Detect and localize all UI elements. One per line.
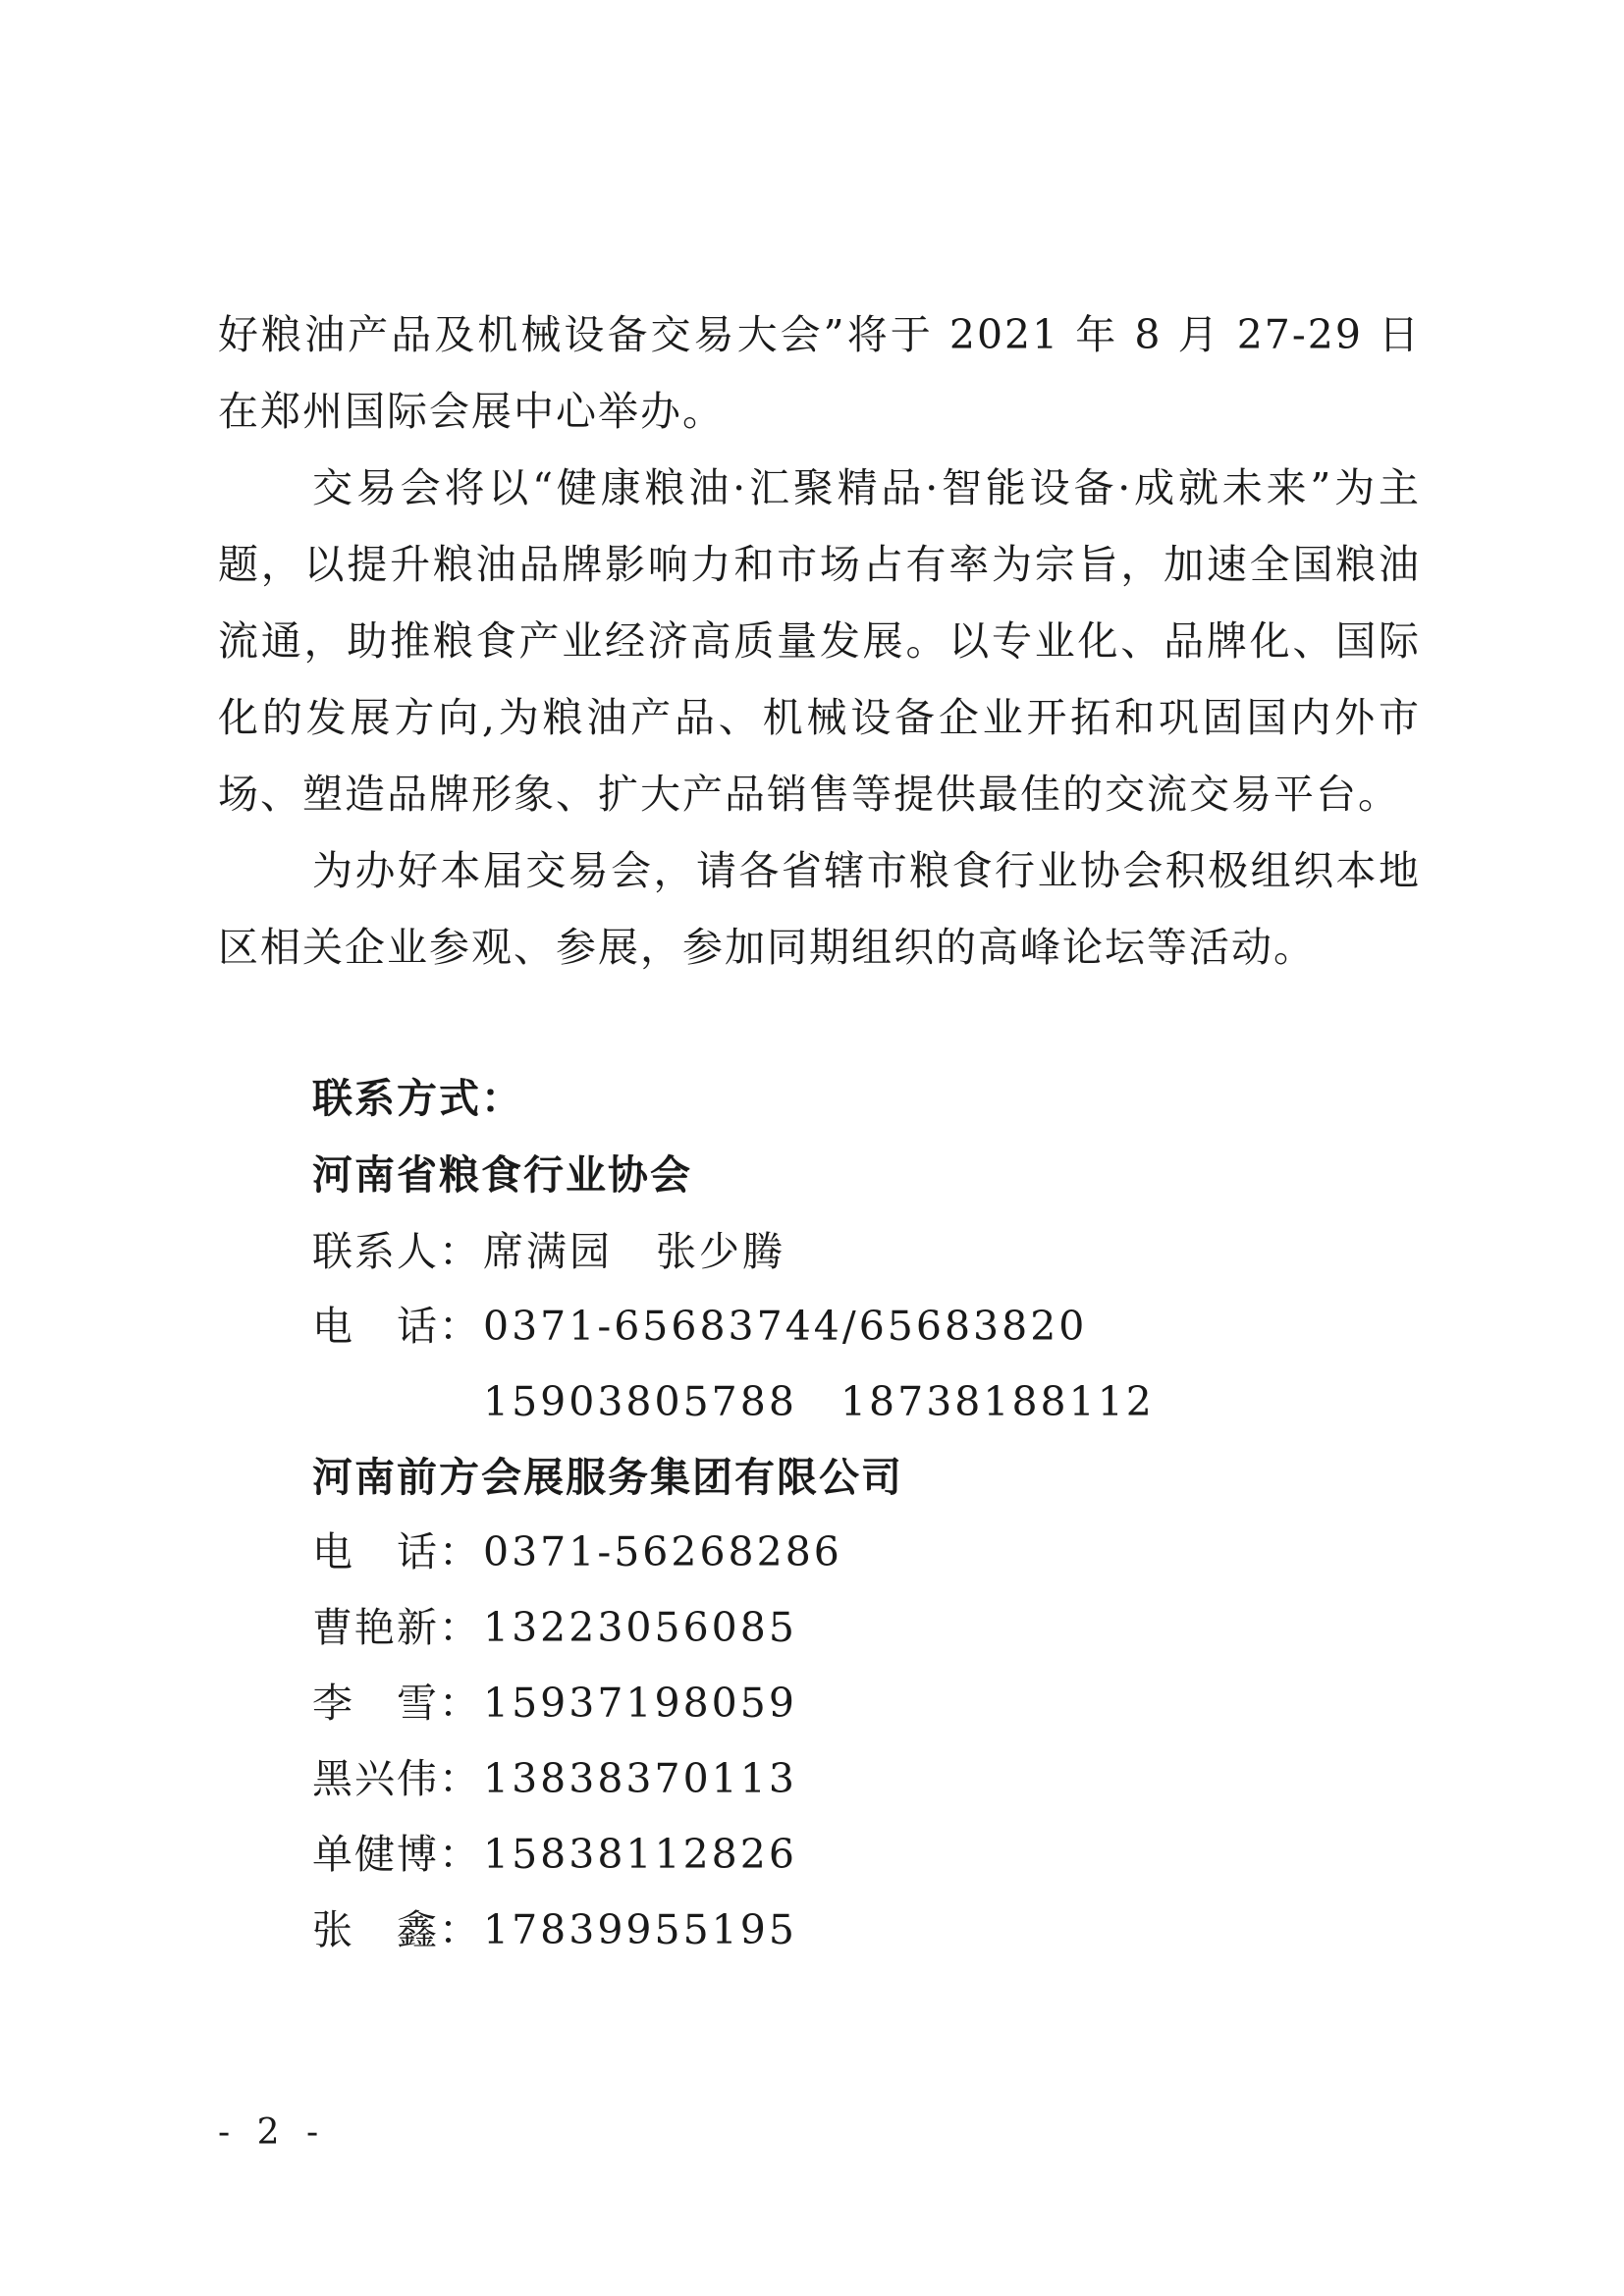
phone-row-org2	[312, 1527, 842, 1576]
person-name: 黑兴伟：	[312, 1755, 481, 1802]
paragraph-organize-request: 为办好本届交易会，请各省辖市粮食行业协会积极组织本地区相关企业参观、参展，参加同期组织的高峰论坛等活动。	[218, 847, 1421, 971]
body-text	[218, 296, 1421, 986]
person-name: 曹艳新：	[312, 1604, 481, 1651]
contact-heading: 联系方式：	[312, 1075, 523, 1122]
contact-person-row	[312, 1905, 797, 1954]
person-phone: 17839955195	[483, 1906, 797, 1953]
person-name: 张 鑫：	[312, 1906, 481, 1953]
org-name-exhibition-group: 河南前方会展服务集团有限公司	[312, 1454, 903, 1501]
phone-label: 电 话：	[312, 1528, 481, 1575]
phone-label: 电 话：	[312, 1303, 481, 1350]
person-phone: 15838112826	[483, 1831, 797, 1878]
person-phone: 15937198059	[483, 1680, 797, 1727]
phone-value: 0371-56268286	[483, 1528, 842, 1575]
contact-persons-row	[312, 1227, 785, 1276]
phone-row-org1-mobile	[483, 1377, 1155, 1426]
paragraph-intro-continuation: 好粮油产品及机械设备交易大会”将于 2021 年 8 月 27-29 日在郑州国际会展中心举办。	[218, 311, 1421, 435]
person-name: 单健博：	[312, 1831, 481, 1878]
phone-row-org1	[312, 1302, 1087, 1351]
org-name-grain-association: 河南省粮食行业协会	[312, 1151, 692, 1199]
page-number: - 2 -	[218, 2112, 327, 2153]
contact-person-row	[312, 1603, 797, 1652]
paragraph-theme: 交易会将以“健康粮油·汇聚精品·智能设备·成就未来”为主题，以提升粮油品牌影响力和市场占有率为宗旨，加速全国粮油流通，助推粮食产业经济高质量发展。以专业化、品牌化、国际化的发展方向,为粮油产品、机械设备企业开拓和巩固国内外市场、塑造品牌形象、扩大产品销售等提供最佳的交流交易平台。	[218, 464, 1421, 818]
phone-value: 0371-65683744/65683820	[483, 1303, 1088, 1350]
contact-person-row	[312, 1754, 797, 1803]
person-phone: 13223056085	[483, 1604, 797, 1651]
person-phone: 13838370113	[483, 1755, 797, 1802]
contact-persons-value: 席满园 张少腾	[483, 1228, 785, 1275]
person-name: 李 雪：	[312, 1680, 481, 1727]
contact-person-row	[312, 1679, 797, 1728]
mobile-phones-value: 15903805788 18738188112	[483, 1378, 1155, 1425]
contact-person-row	[312, 1830, 797, 1879]
contact-persons-label: 联系人：	[312, 1228, 481, 1275]
